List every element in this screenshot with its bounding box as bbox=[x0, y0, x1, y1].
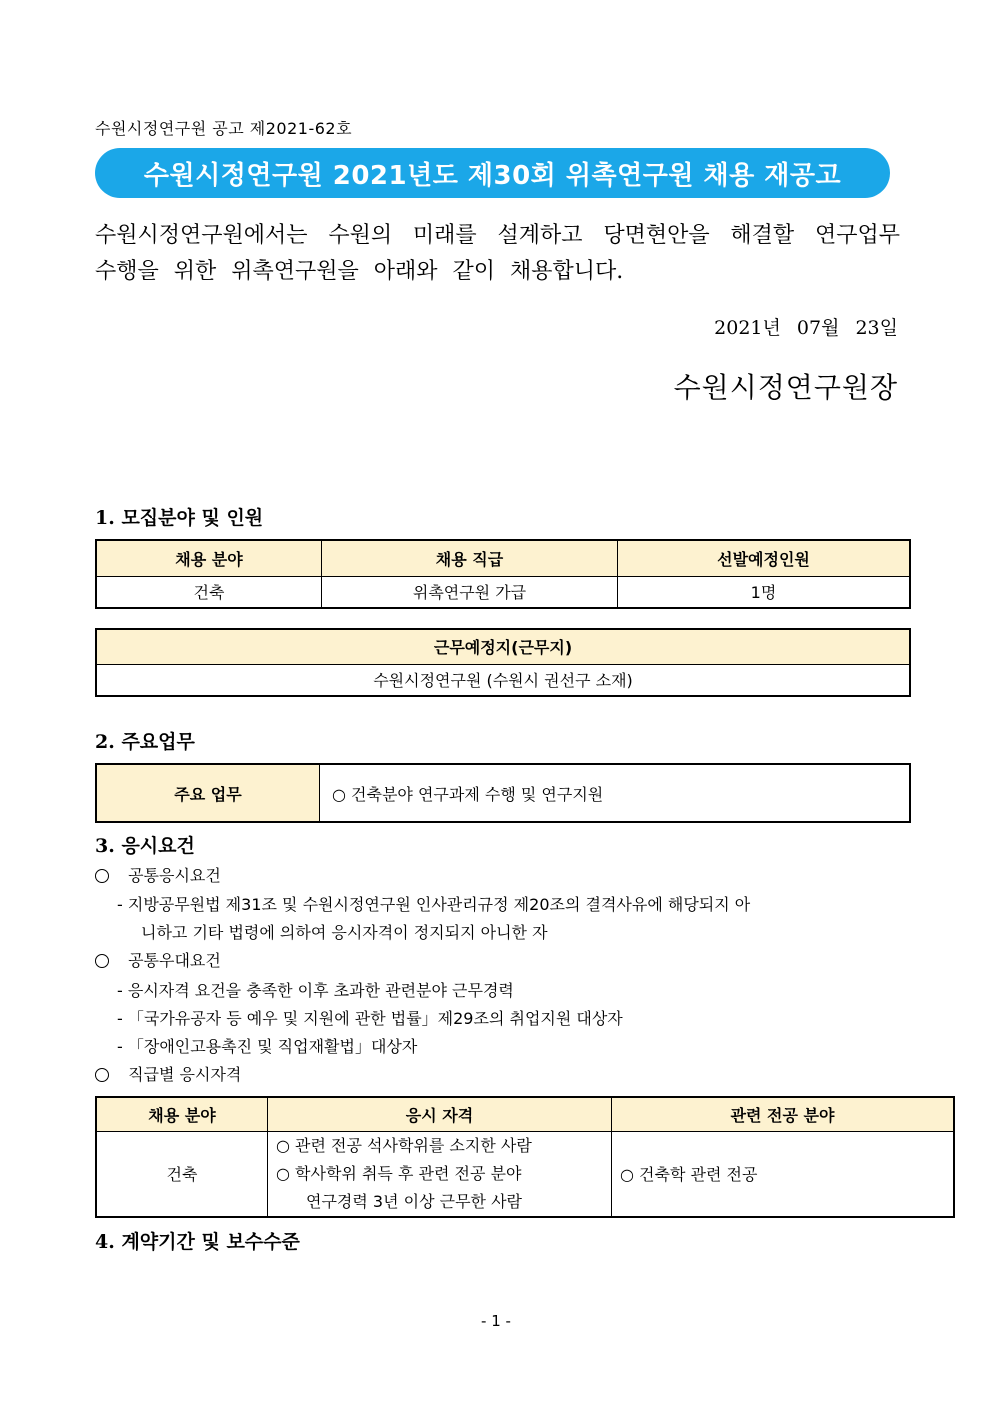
list-item: 니하고 기타 법령에 의하여 응시자격이 정지되지 아니한 자 bbox=[141, 923, 548, 942]
table-header: 주요 업무 bbox=[96, 764, 320, 822]
signer: 수원시정연구원장 bbox=[673, 371, 898, 404]
recruitment-table bbox=[95, 539, 911, 609]
table-cell: ○ 건축학 관련 전공 bbox=[612, 1131, 955, 1217]
list-item: - 「장애인고용촉진 및 직업재활법」대상자 bbox=[117, 1037, 418, 1056]
page-title: 수원시정연구원 2021년도 제30회 위촉연구원 채용 재공고 bbox=[143, 160, 842, 191]
list-item: ○ 학사학위 취득 후 관련 전공 분야 bbox=[276, 1163, 522, 1183]
list-item: - 「국가유공자 등 예우 및 지원에 관한 법률」제29조의 취업지원 대상자 bbox=[117, 1009, 623, 1028]
list-item: 직급별 응시자격 bbox=[128, 1065, 242, 1084]
workplace-table bbox=[95, 628, 911, 697]
table-header: 응시 자격 bbox=[268, 1097, 612, 1131]
duties-table bbox=[95, 763, 911, 823]
section-3-heading: 3. 응시요건 bbox=[95, 835, 195, 857]
table-cell: ○ 건축분야 연구과제 수행 및 연구지원 bbox=[320, 764, 911, 822]
table-cell: 위촉연구원 가급 bbox=[322, 576, 618, 608]
list-item: 연구경력 3년 이상 근무한 사람 bbox=[306, 1191, 522, 1211]
list-item: 공통응시요건 bbox=[128, 866, 221, 885]
table-header: 근무예정지(근무지) bbox=[96, 629, 910, 664]
qualification-table bbox=[95, 1096, 955, 1218]
grade-requirement bbox=[95, 1061, 241, 1089]
table-cell: 수원시정연구원 (수원시 권선구 소재) bbox=[96, 664, 910, 696]
qualification-cell bbox=[268, 1131, 612, 1217]
section-2-heading: 2. 주요업무 bbox=[95, 731, 195, 753]
announcement-date: 2021년 07월 23일 bbox=[714, 317, 898, 339]
table-header: 관련 전공 분야 bbox=[612, 1097, 955, 1131]
section-4-heading: 4. 계약기간 및 보수수준 bbox=[95, 1231, 300, 1253]
section-1-heading: 1. 모집분야 및 인원 bbox=[95, 507, 264, 529]
list-item: 공통우대요건 bbox=[128, 951, 221, 970]
list-item: - 지방공무원법 제31조 및 수원시정연구원 인사관리규정 제20조의 결격사유에 해당되지 아 bbox=[117, 895, 751, 914]
title-banner bbox=[95, 148, 890, 198]
circle-bullet-icon bbox=[95, 1068, 109, 1082]
circle-bullet-icon bbox=[95, 869, 109, 883]
table-cell: 건축 bbox=[96, 576, 322, 608]
table-cell: 1명 bbox=[618, 576, 911, 608]
intro-paragraph: 수원시정연구원에서는 수원의 미래를 설계하고 당면현안을 해결할 연구업무 수행을 위한 위촉연구원을 아래와 같이 채용합니다. bbox=[95, 223, 900, 284]
table-header: 채용 분야 bbox=[96, 540, 322, 576]
page-number: - 1 - bbox=[481, 1312, 511, 1330]
circle-bullet-icon bbox=[95, 954, 109, 968]
list-item: - 응시자격 요건을 충족한 이후 초과한 관련분야 근무경력 bbox=[117, 981, 514, 1000]
preference-requirement bbox=[95, 947, 221, 975]
notice-number: 수원시정연구원 공고 제2021-62호 bbox=[95, 119, 353, 138]
table-cell: 건축 bbox=[96, 1131, 268, 1217]
table-header: 채용 분야 bbox=[96, 1097, 268, 1131]
table-header: 채용 직급 bbox=[322, 540, 618, 576]
table-header: 선발예정인원 bbox=[618, 540, 911, 576]
common-requirement bbox=[95, 862, 221, 890]
list-item: ○ 관련 전공 석사학위를 소지한 사람 bbox=[276, 1135, 532, 1155]
